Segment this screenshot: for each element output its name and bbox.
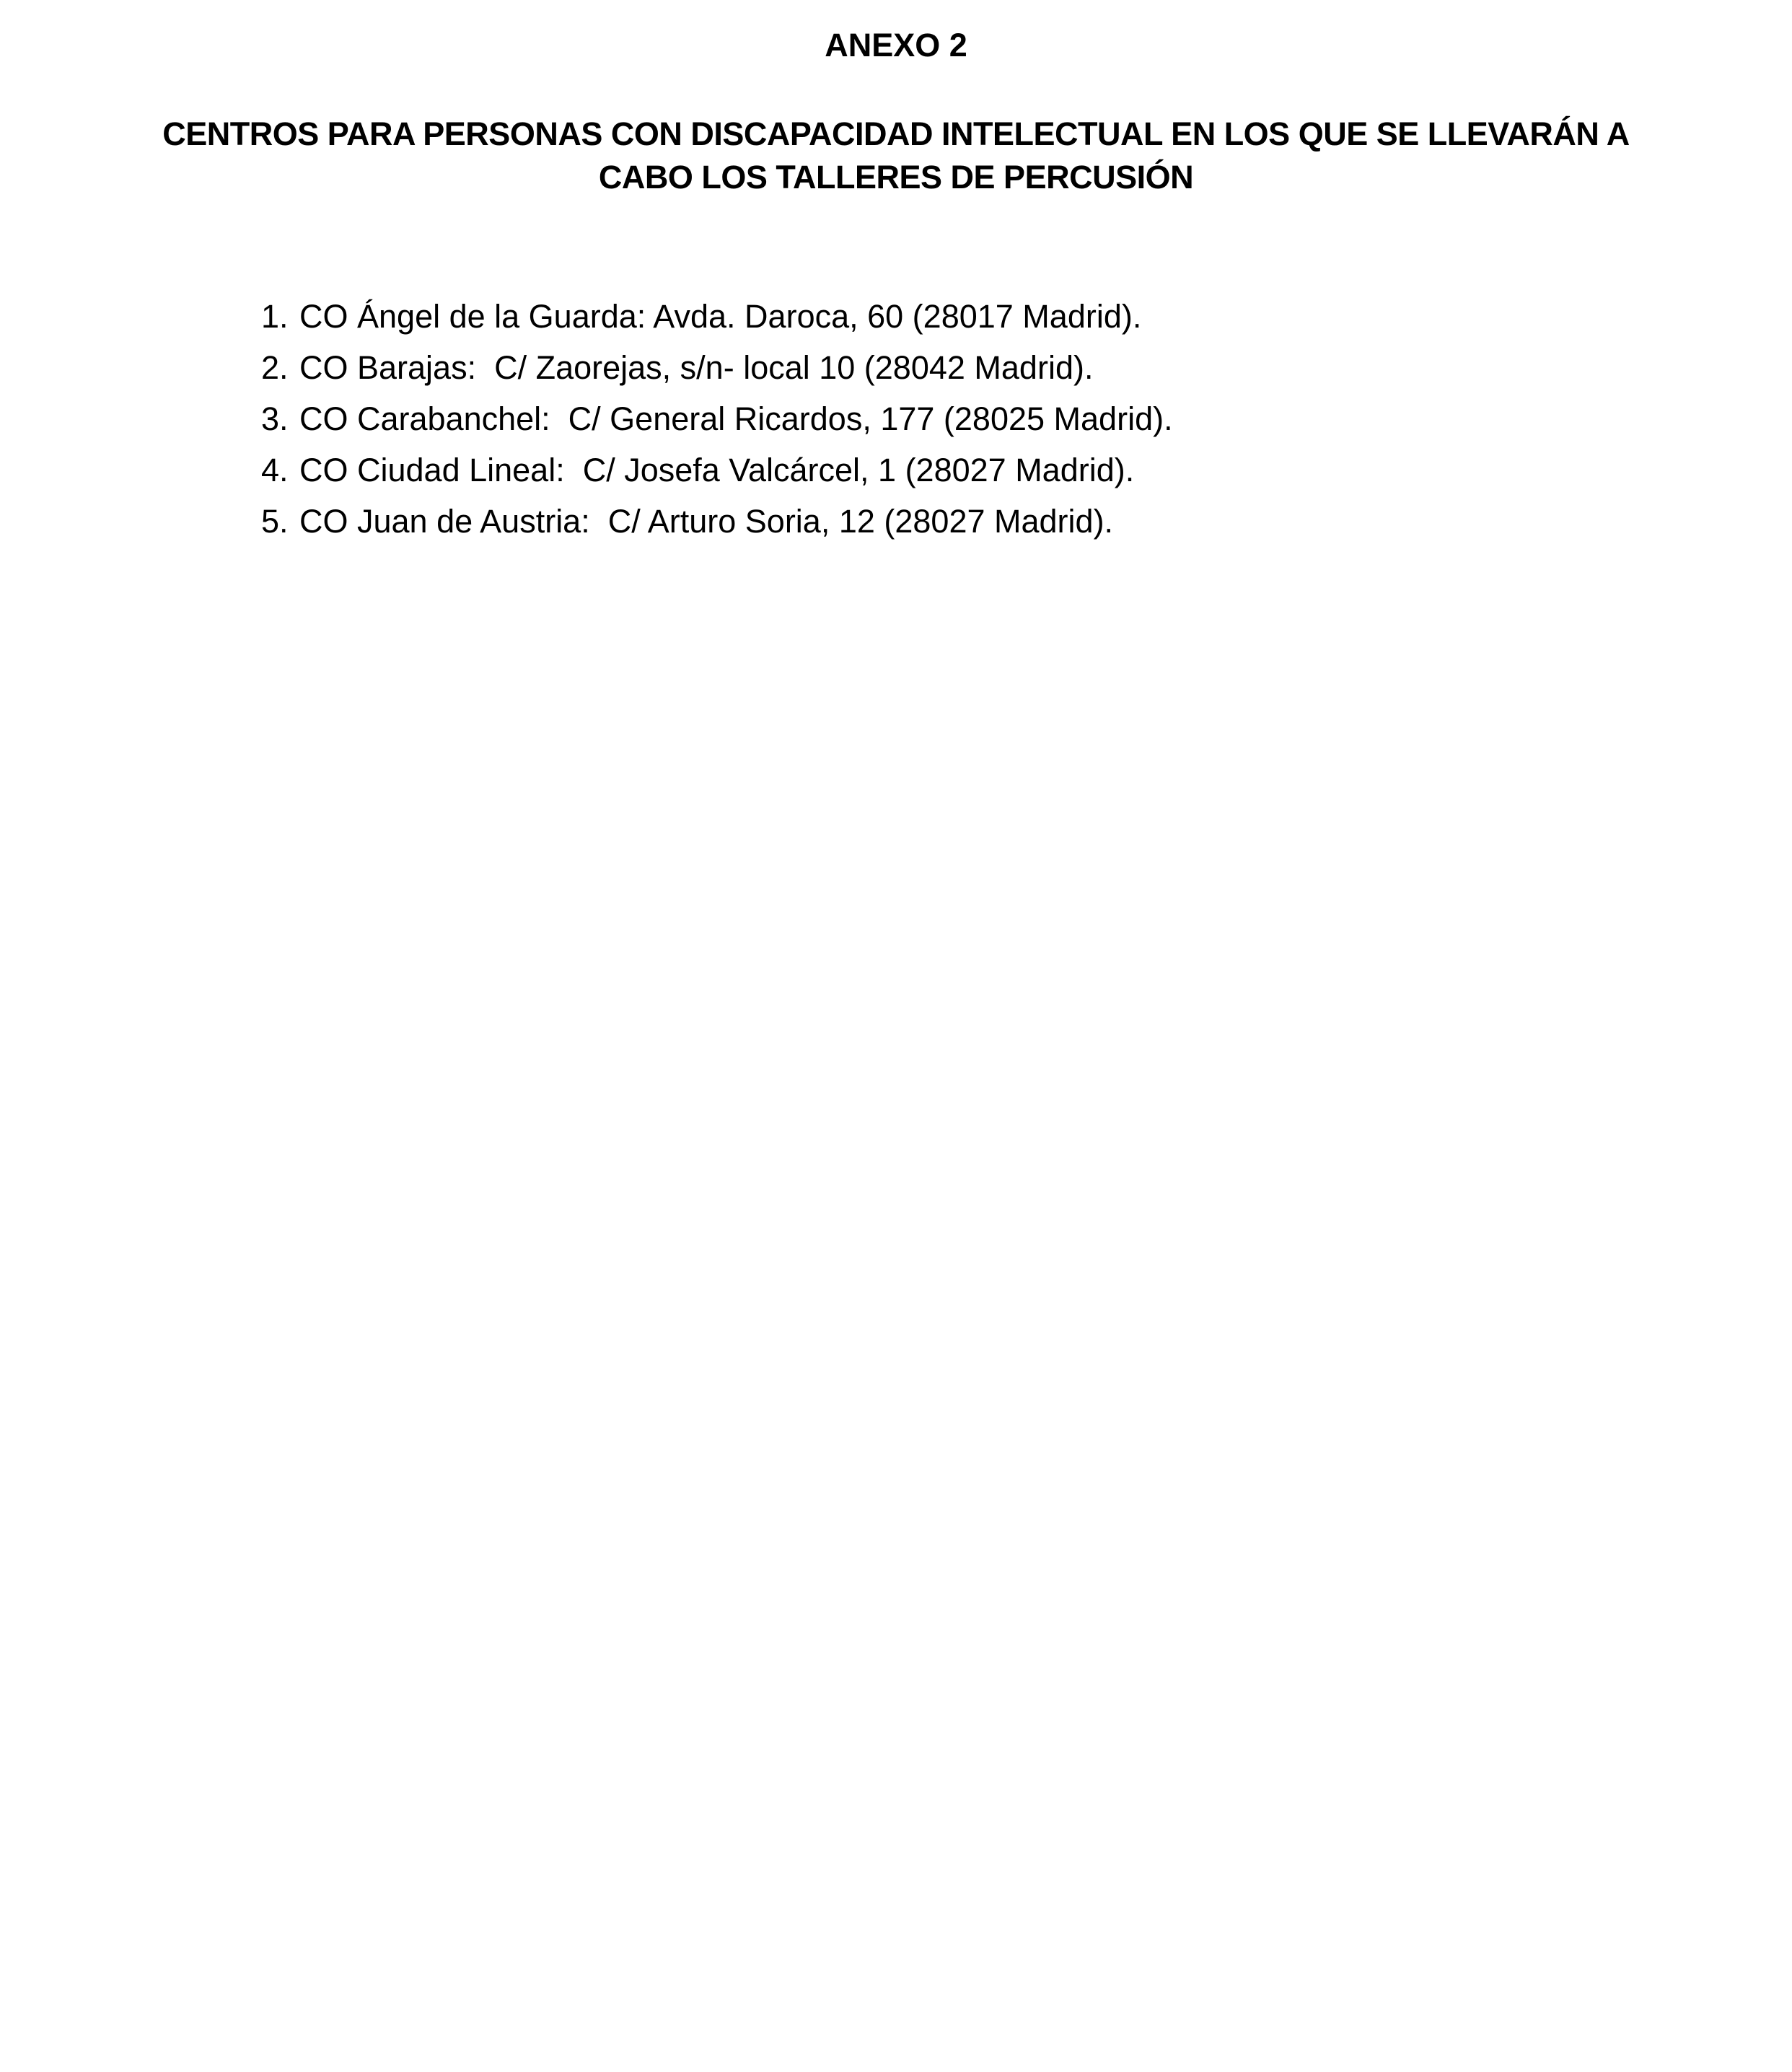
list-item	[261, 291, 1792, 342]
list-item	[261, 342, 1792, 393]
list-item-number: 4.	[261, 452, 289, 488]
list-item	[261, 444, 1792, 496]
annex-title: ANEXO 2	[825, 27, 967, 63]
list-item-number: 2.	[261, 349, 289, 386]
list-item-text: CO Carabanchel: C/ General Ricardos, 177 (28025 Madrid).	[299, 400, 1173, 437]
list-item-text: CO Ángel de la Guarda: Avda. Daroca, 60 (28017 Madrid).	[299, 298, 1142, 335]
list-item-text: CO Barajas: C/ Zaorejas, s/n- local 10 (28042 Madrid).	[299, 349, 1094, 386]
list-item-text: CO Juan de Austria: C/ Arturo Soria, 12 (28027 Madrid).	[299, 503, 1114, 540]
document-heading	[139, 113, 1653, 199]
list-item-number: 3.	[261, 400, 289, 437]
centers-list	[261, 291, 1792, 547]
list-item-number: 1.	[261, 298, 289, 335]
list-item-number: 5.	[261, 503, 289, 540]
document-heading-line-2: CABO LOS TALLERES DE PERCUSIÓN	[598, 159, 1194, 196]
list-item-text: CO Ciudad Lineal: C/ Josefa Valcárcel, 1 (28027 Madrid).	[299, 452, 1135, 488]
list-item	[261, 393, 1792, 444]
document-heading-line-1: CENTROS PARA PERSONAS CON DISCAPACIDAD INTELECTUAL EN LOS QUE SE LLEVARÁN A	[162, 115, 1630, 152]
list-item	[261, 496, 1792, 547]
